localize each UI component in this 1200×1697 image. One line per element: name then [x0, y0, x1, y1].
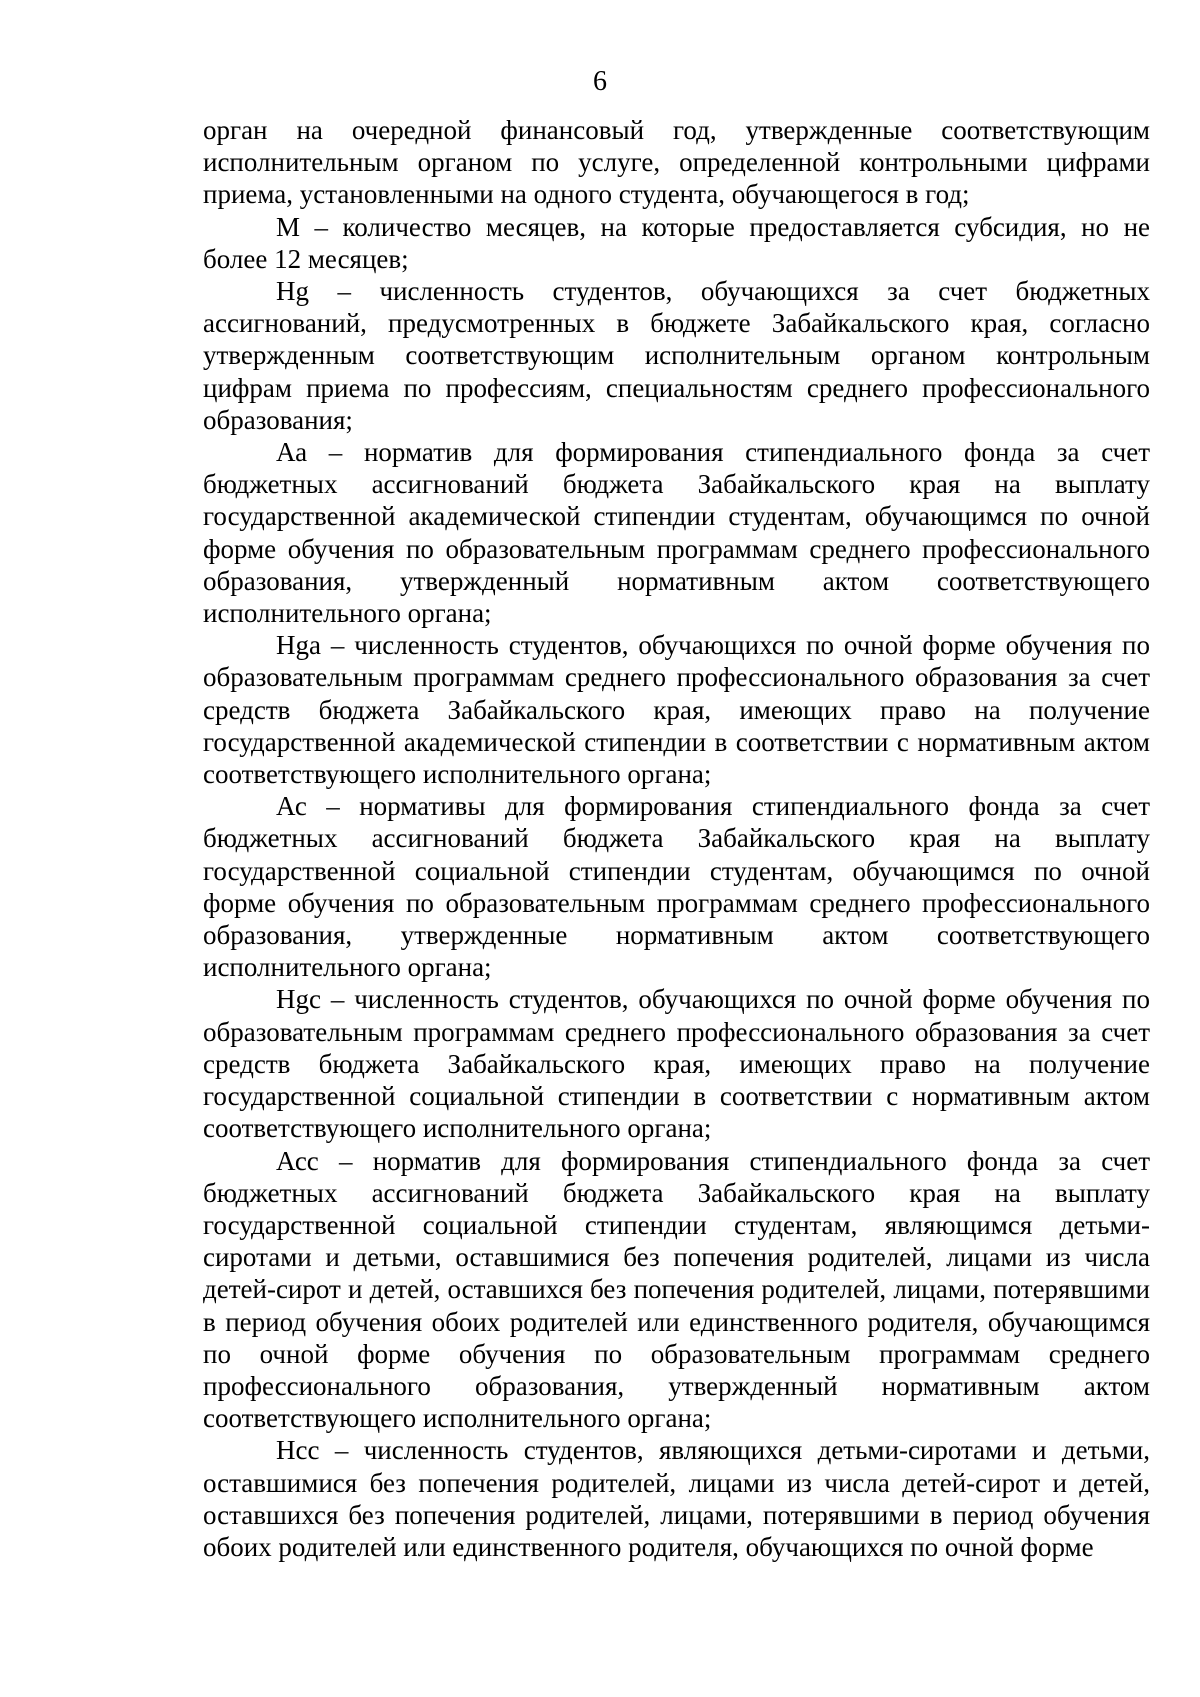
paragraph-definition-aa: Аа – норматив для формирования стипендиального фонда за счет бюджетных ассигнований бюджета Забайкальского края на выплату государственной академической стипендии студентам, обучающимся по очной форме обучения по образовательным программам среднего профессионального образования, утвержденный нормативным актом соответствующего исполнительного органа; [203, 437, 1150, 629]
paragraph-definition-ac: Ас – нормативы для формирования стипендиального фонда за счет бюджетных ассигнований бюджета Забайкальского края на выплату государственной социальной стипендии студентам, обучающимся по очной форме обучения по образовательным программам среднего профессионального образования, утвержденные нормативным актом соответствующего исполнительного органа; [203, 791, 1150, 983]
paragraph-definition-hg: Hg – численность студентов, обучающихся за счет бюджетных ассигнований, предусмотренных в бюджете Забайкальского края, согласно утвержденным соответствующим исполнительным органом контрольным цифрам приема по профессиям, специальностям среднего профессионального образования; [203, 276, 1150, 435]
paragraph-definition-acc: Асс – норматив для формирования стипендиального фонда за счет бюджетных ассигнований бюджета Забайкальского края на выплату государственной социальной стипендии студентам, являющимся детьми-сиротами и детьми, оставшимися без попечения родителей, лицами из числа детей-сирот и детей, оставшихся без попечения родителей, лицами, потерявшими в период обучения обоих родителей или единственного родителя, обучающимся по очной форме обучения по образовательным программам среднего профессионального образования, утвержденный нормативным актом соответствующего исполнительного органа; [203, 1145, 1150, 1434]
page-number: 6 [593, 66, 607, 97]
paragraph-definition-ncc: Нсс – численность студентов, являющихся детьми-сиротами и детьми, оставшимися без попечения родителей, лицами из числа детей-сирот и детей, оставшихся без попечения родителей, лицами, потерявшими в период обучения обоих родителей или единственного родителя, обучающихся по очной форме [203, 1435, 1150, 1562]
paragraph-definition-hgc: Hgc – численность студентов, обучающихся по очной форме обучения по образовательным программам среднего профессионального образования за счет средств бюджета Забайкальского края, имеющих право на получение государственной социальной стипендии в соответствии с нормативным актом соответствующего исполнительного органа; [203, 984, 1150, 1144]
paragraph-definition-hga: Hga – численность студентов, обучающихся по очной форме обучения по образовательным программам среднего профессионального образования за счет средств бюджета Забайкальского края, имеющих право на получение государственной академической стипендии в соответствии с нормативным актом соответствующего исполнительного органа; [203, 630, 1150, 790]
paragraph-definition-m: М – количество месяцев, на которые предоставляется субсидия, но не более 12 месяцев; [203, 211, 1150, 274]
paragraph-continuation: орган на очередной финансовый год, утвержденные соответствующим исполнительным органом по услуге, определенной контрольными цифрами приема, установленными на одного студента, обучающегося в год; [203, 115, 1150, 210]
document-body [203, 114, 1150, 1563]
